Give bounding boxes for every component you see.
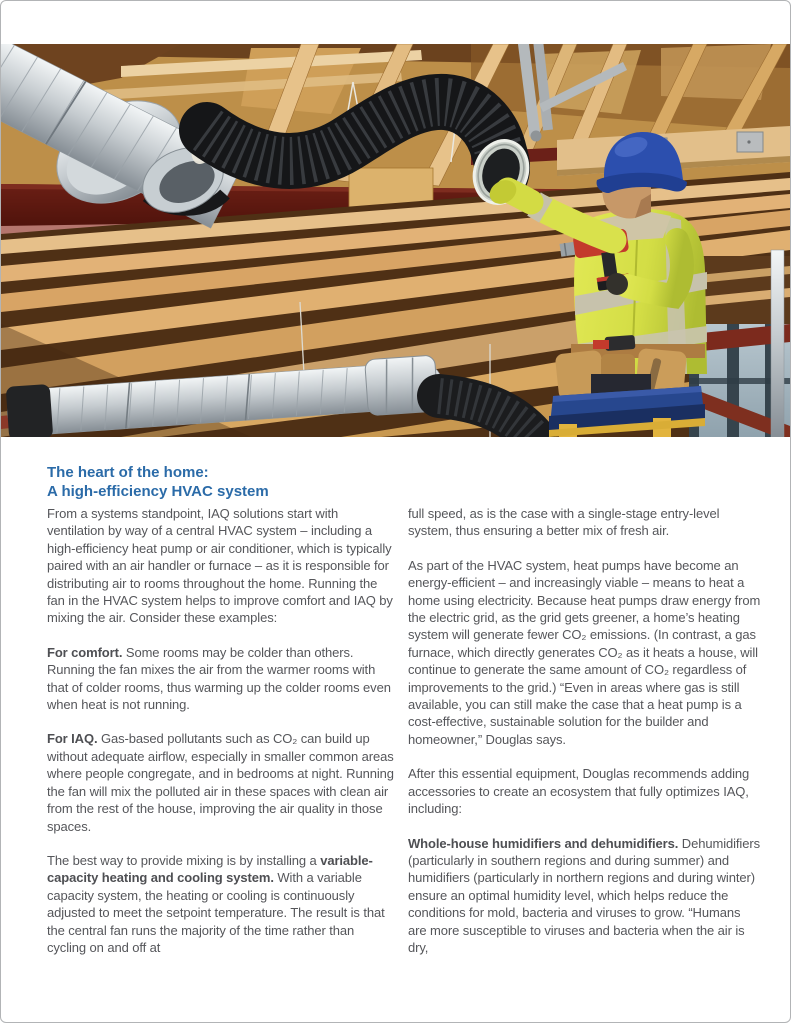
paragraph (408, 835, 762, 957)
paragraph (47, 644, 395, 714)
article-heading (47, 463, 395, 501)
article (47, 463, 762, 956)
paragraph (47, 852, 395, 956)
paragraph (408, 765, 762, 817)
text-run: After this essential equipment, Douglas recommends adding accessories to create an ecosystem that fully optimizes IAQ, including: (408, 766, 750, 817)
text-run: Gas-based pollutants such as CO₂ can build up without adequate airflow, especially in smaller common areas where people congregate, and in bedrooms at night. Running the fan will mix the polluted air in these spaces with clean air from the rest of the house, improving the air quality in those spaces. (47, 731, 394, 834)
paragraph (47, 505, 395, 627)
right-glove (606, 273, 628, 295)
text-run: full speed, as is the case with a single-stage entry-level system, thus ensuring a better mix of fresh air. (408, 506, 720, 539)
text-run: With a variable capacity system, the heating or cooling is continuously adjusted to meet the setpoint temperature. The result is that the central fan runs the majority of the time rather than cycling on and off at (47, 870, 385, 955)
left-column (47, 463, 395, 956)
text-run: Dehumidifiers (particularly in southern regions and during summer) and humidifiers (particularly in northern regions and during winter) ensure an optimal humidity level, which helps reduce the conditions for mold, bacteria and viruses to grow. “Humans are more susceptible to viruses and bacteria when the air is dry, (408, 835, 760, 955)
heading-line-2: A high-efficiency HVAC system (47, 483, 269, 500)
paragraph (408, 505, 762, 540)
text-run-bold: For IAQ. (47, 731, 98, 747)
hero-photo (1, 44, 790, 437)
right-column (408, 463, 762, 956)
text-run-bold: For comfort. (47, 644, 123, 660)
hero-photo-illustration (1, 44, 790, 437)
text-run-bold: Whole-house humidifiers and dehumidifiers. (408, 835, 679, 851)
text-run: Some rooms may be colder than others. Running the fan mixes the air from the warmer rooms with that of colder rooms, thus warming up the colder rooms even when heat is not running. (47, 644, 391, 713)
text-run: The best way to provide mixing is by installing a (47, 852, 321, 868)
text-run: As part of the HVAC system, heat pumps have become an energy-efficient – and increasingly viable – means to heat a home using electricity. Because heat pumps draw energy from the electric grid, as the grid gets greener, a home’s heating system will generate fewer CO₂ emissions. (In contrast, a gas furnace, which directly generates CO₂ as it heats a house, will continue to generate the same amount of CO₂ regardless of improvements to the grid.) “Even in areas where gas is still available, you can still make the case that a heat pump is a cost-effective, sustainable solution for the builder and homeowner,” Douglas says. (408, 557, 761, 747)
paragraph (408, 557, 762, 748)
heading-line-1: The heart of the home: (47, 464, 209, 481)
paragraph (47, 730, 395, 834)
text-run: From a systems standpoint, IAQ solutions start with ventilation by way of a central HVAC system – including a high-efficiency heat pump or air conditioner, which is typically paired with an air handler or furnace – as it is responsible for distributing air to rooms throughout the home. Running the fan in the HVAC system helps to improve comfort and IAQ by mixing the air. Consider these examples: (47, 506, 393, 626)
text-run-bold: variable-capacity heating and cooling system. (47, 852, 373, 886)
